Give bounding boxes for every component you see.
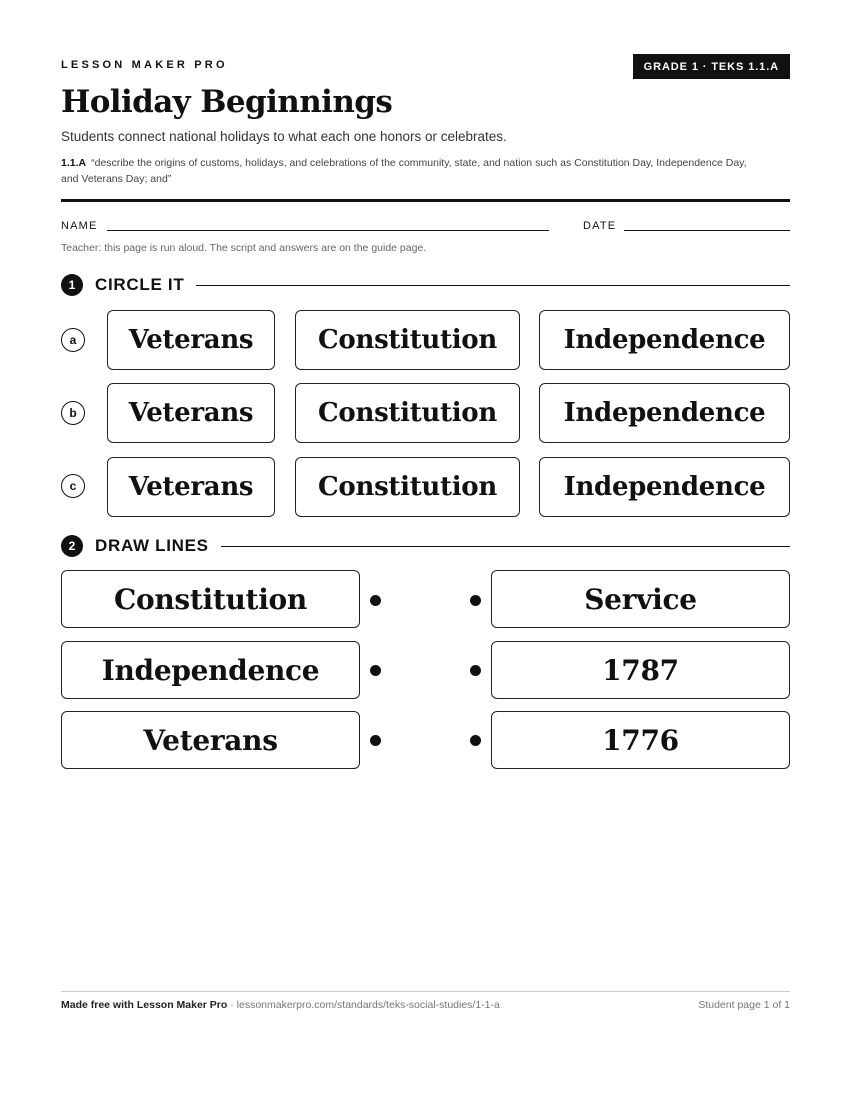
row-letter-badge: a bbox=[61, 328, 85, 352]
section-circle-it-header bbox=[61, 273, 790, 297]
row-letter-badge: c bbox=[61, 474, 85, 498]
circle-option-independence[interactable]: Independence bbox=[539, 310, 790, 370]
section-number-badge: 1 bbox=[61, 274, 83, 296]
section-rule bbox=[221, 546, 790, 547]
footer-made-with: Made free with Lesson Maker Pro bbox=[61, 999, 228, 1011]
circle-option-constitution[interactable]: Constitution bbox=[295, 310, 520, 370]
header-divider bbox=[61, 199, 790, 202]
footer-divider bbox=[61, 991, 790, 992]
brand-name: LESSON MAKER PRO bbox=[61, 59, 228, 71]
match-left-dot[interactable] bbox=[370, 665, 381, 676]
name-label: NAME bbox=[61, 220, 98, 232]
footer-credit bbox=[61, 999, 500, 1011]
match-right-dot[interactable] bbox=[470, 665, 481, 676]
circle-option-independence[interactable]: Independence bbox=[539, 383, 790, 443]
match-right-1776: 1776 bbox=[491, 711, 790, 769]
circle-option-independence[interactable]: Independence bbox=[539, 457, 790, 517]
footer-url[interactable]: lessonmakerpro.com/standards/teks-social-studies/1-1-a bbox=[236, 999, 500, 1011]
match-right-dot[interactable] bbox=[470, 735, 481, 746]
match-left-veterans: Veterans bbox=[61, 711, 360, 769]
section-title: DRAW LINES bbox=[95, 536, 209, 555]
date-field[interactable] bbox=[624, 230, 790, 231]
name-field[interactable] bbox=[107, 230, 549, 231]
circle-option-constitution[interactable]: Constitution bbox=[295, 457, 520, 517]
footer-page-label: Student page 1 of 1 bbox=[698, 999, 790, 1011]
match-left-dot[interactable] bbox=[370, 735, 381, 746]
row-letter-badge: b bbox=[61, 401, 85, 425]
match-right-1787: 1787 bbox=[491, 641, 790, 699]
match-right-service: Service bbox=[491, 570, 790, 628]
section-rule bbox=[196, 285, 790, 286]
footer-separator: · bbox=[227, 999, 237, 1011]
worksheet-page bbox=[61, 0, 790, 1100]
standard-quote: “describe the origins of customs, holidays, and celebrations of the community, state, and nation such as Constitution Day, Independence Day, and Veterans Day; and” bbox=[61, 157, 747, 185]
teacher-note: Teacher: this page is run aloud. The script and answers are on the guide page. bbox=[61, 242, 427, 254]
page-title: Holiday Beginnings bbox=[61, 84, 393, 120]
circle-option-veterans[interactable]: Veterans bbox=[107, 310, 275, 370]
standard-code: 1.1.A bbox=[61, 157, 87, 169]
circle-option-veterans[interactable]: Veterans bbox=[107, 457, 275, 517]
section-draw-lines-header bbox=[61, 534, 790, 558]
circle-option-veterans[interactable]: Veterans bbox=[107, 383, 275, 443]
match-left-independence: Independence bbox=[61, 641, 360, 699]
match-left-constitution: Constitution bbox=[61, 570, 360, 628]
date-label: DATE bbox=[583, 220, 617, 232]
standard-text bbox=[61, 155, 761, 187]
section-title: CIRCLE IT bbox=[95, 275, 185, 294]
grade-badge: GRADE 1 · TEKS 1.1.A bbox=[633, 54, 790, 79]
circle-option-constitution[interactable]: Constitution bbox=[295, 383, 520, 443]
match-right-dot[interactable] bbox=[470, 595, 481, 606]
section-number-badge: 2 bbox=[61, 535, 83, 557]
page-subtitle: Students connect national holidays to what each one honors or celebrates. bbox=[61, 129, 507, 144]
match-left-dot[interactable] bbox=[370, 595, 381, 606]
